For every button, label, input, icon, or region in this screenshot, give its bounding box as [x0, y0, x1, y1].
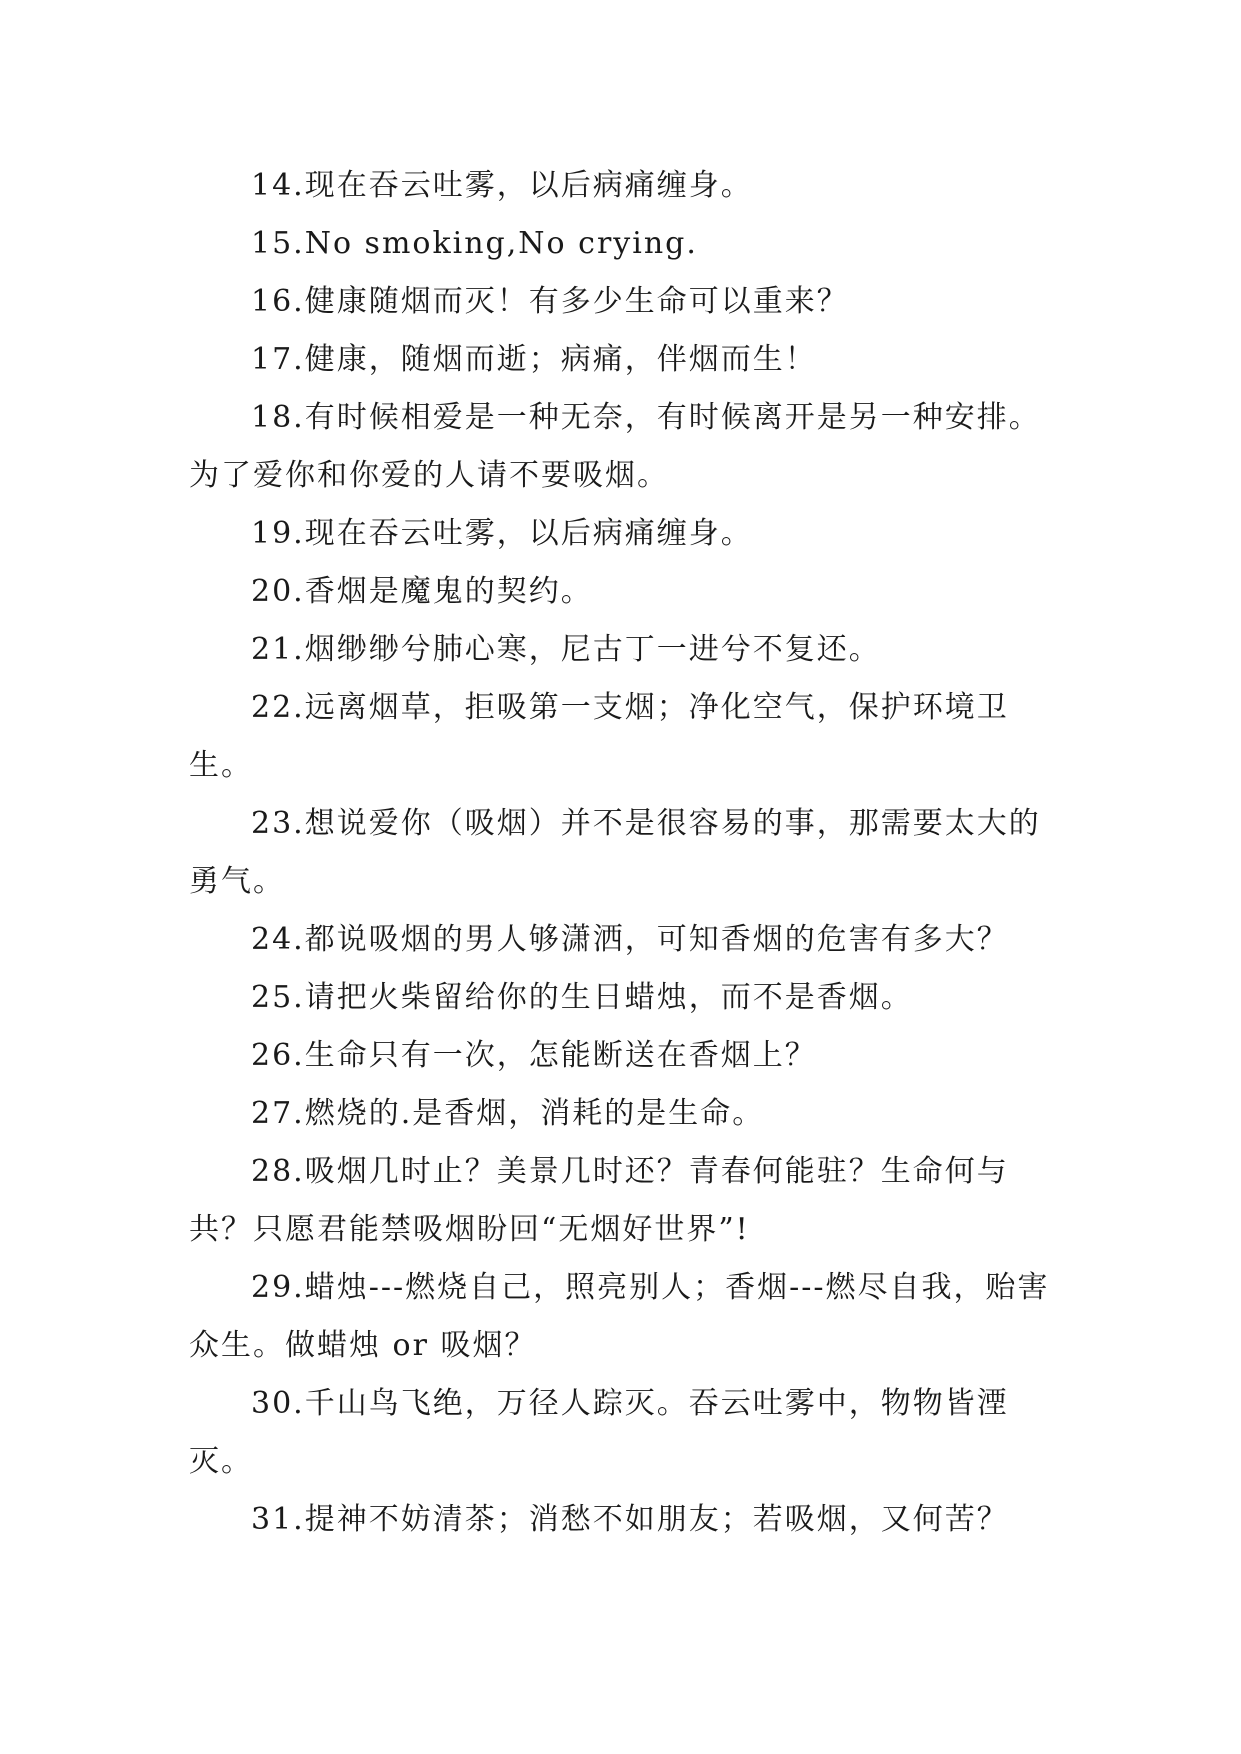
paragraph-31: 31.提神不妨清茶；消愁不如朋友；若吸烟，又何苦？ [251, 1502, 1009, 1537]
paragraph-25: 25.请把火柴留给你的生日蜡烛，而不是香烟。 [251, 980, 913, 1015]
paragraph-27: 27.燃烧的.是香烟，消耗的是生命。 [251, 1096, 765, 1131]
paragraph-20: 20.香烟是魔鬼的契约。 [251, 574, 593, 609]
paragraph-14: 14.现在吞云吐雾，以后病痛缠身。 [251, 168, 753, 203]
paragraph-29: 29.蜡烛---燃烧自己，照亮别人；香烟---燃尽自我，贻害众生。做蜡烛 or 吸烟？ [189, 1270, 1050, 1363]
paragraph-16: 16.健康随烟而灭！有多少生命可以重来？ [251, 284, 849, 319]
paragraph-19: 19.现在吞云吐雾，以后病痛缠身。 [251, 516, 753, 551]
paragraph-18: 18.有时候相爱是一种无奈，有时候离开是另一种安排。为了爱你和你爱的人请不要吸烟。 [189, 400, 1041, 493]
paragraph-21: 21.烟缈缈兮肺心寒，尼古丁一进兮不复还。 [251, 632, 881, 667]
paragraph-15: 15.No smoking,No crying. [251, 226, 698, 261]
paragraph-24: 24.都说吸烟的男人够潇洒，可知香烟的危害有多大？ [251, 922, 1009, 957]
document-body [189, 157, 1059, 1549]
paragraph-28: 28.吸烟几时止？美景几时还？青春何能驻？生命何与共？只愿君能禁吸烟盼回“无烟好世界”! [189, 1154, 1009, 1247]
paragraph-22: 22.远离烟草，拒吸第一支烟；净化空气，保护环境卫生。 [189, 690, 1009, 783]
paragraph-17: 17.健康，随烟而逝；病痛，伴烟而生！ [251, 342, 817, 377]
paragraph-23: 23.想说爱你（吸烟）并不是很容易的事，那需要太大的勇气。 [189, 806, 1041, 899]
paragraph-26: 26.生命只有一次，怎能断送在香烟上？ [251, 1038, 817, 1073]
paragraph-30: 30.千山鸟飞绝，万径人踪灭。吞云吐雾中，物物皆湮灭。 [189, 1386, 1009, 1479]
